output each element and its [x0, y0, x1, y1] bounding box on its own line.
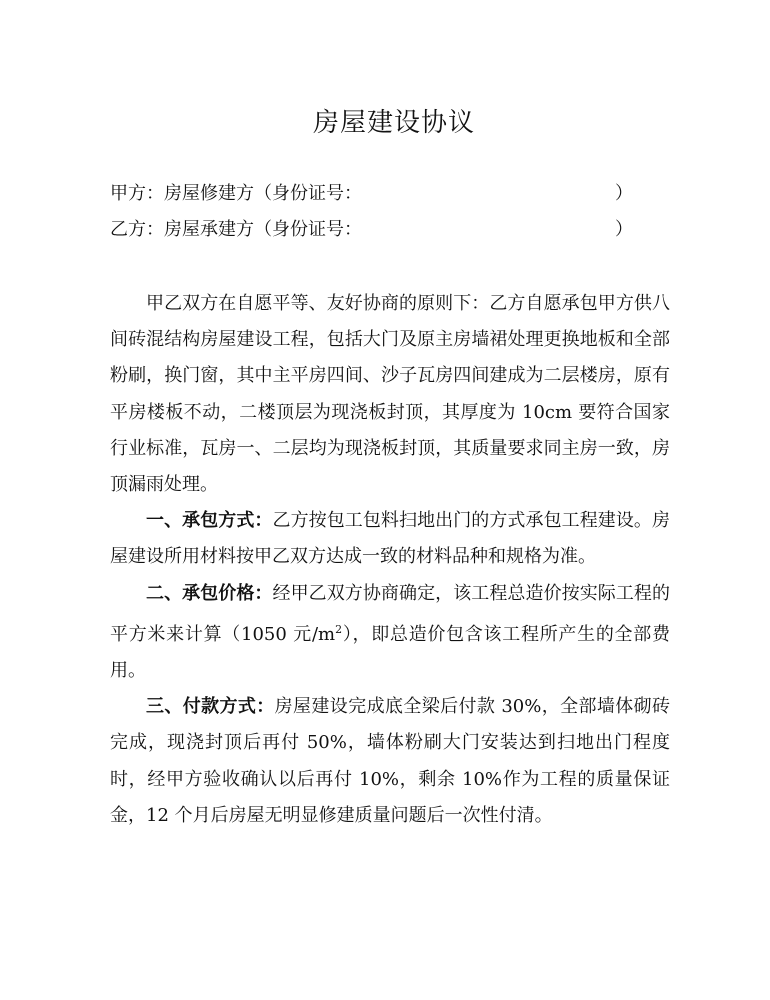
section-payment-method-text: 房屋建设完成底全梁后付款 30%，全部墙体砌砖完成，现浇封顶后再付 50%，墙体粉刷大门安装达到扫地出门程度时，经甲方验收确认以后再付 10%，剩余 10%作为工程的质量保证金，12 个月后房屋无明显修建质量问题后一次性付清。 — [110, 696, 671, 826]
party-b-line — [110, 217, 650, 243]
section-contract-method-heading: 一、承包方式： — [146, 510, 273, 532]
section-contract-price-text-before: 经甲乙双方协商确定，该工程总造价按实际工程的平方米来计算（1050 元/m — [110, 582, 670, 645]
party-a-label: 甲方：房屋修建方（身份证号： — [110, 183, 362, 204]
section-contract-price — [110, 576, 670, 690]
section-contract-price-text-after: ），即总造价包含该工程所产生的全部费用。 — [110, 623, 670, 682]
section-payment-method — [110, 689, 670, 834]
section-contract-price-heading: 二、承包价格： — [146, 582, 273, 604]
section-contract-method-text: 乙方按包工包料扫地出门的方式承包工程建设。房屋建设所用材料按甲乙双方达成一致的材料品种和规格为准。 — [110, 510, 670, 568]
party-b-label: 乙方：房屋承建方（身份证号： — [110, 219, 362, 240]
intro-paragraph: 甲乙双方在自愿平等、友好协商的原则下：乙方自愿承包甲方供八间砖混结构房屋建设工程，包括大门及原主房墙裙处理更换地板和全部粉刷，换门窗，其中主平房四间、沙子瓦房四间建成为二层楼房，原有平房楼板不动，二楼顶层为现浇板封顶，其厚度为 10cm 要符合国家行业标准，瓦房一、二层均为现浇板封顶，其质量要求同主房一致，房顶漏雨处理。 — [110, 293, 670, 496]
party-a-line — [110, 181, 650, 207]
section-contract-method — [110, 503, 670, 575]
agreement-body — [110, 286, 670, 834]
party-a-close-paren: ） — [615, 183, 633, 204]
section-contract-price-superscript: 2 — [335, 622, 343, 636]
party-b-close-paren: ） — [615, 219, 633, 240]
document-title: 房屋建设协议 — [312, 108, 475, 138]
section-payment-method-heading: 三、付款方式： — [146, 696, 275, 718]
